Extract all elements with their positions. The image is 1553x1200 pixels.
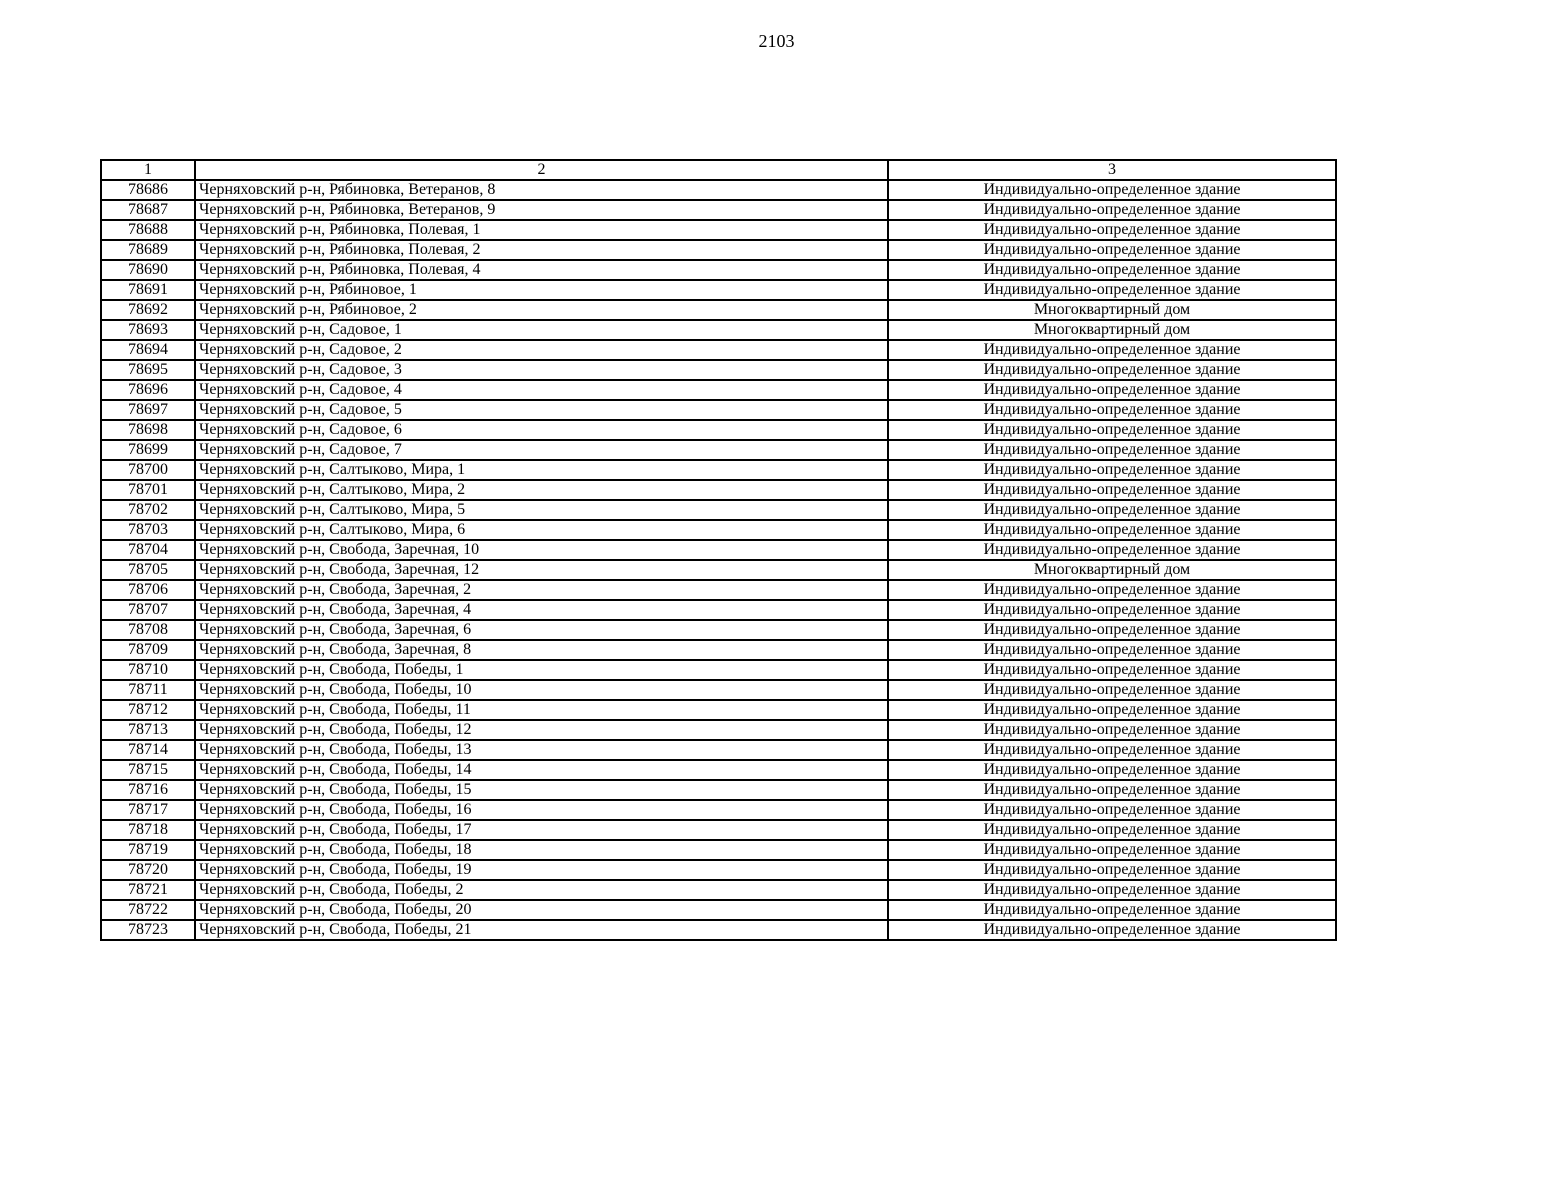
object-type-cell: Индивидуально-определенное здание (888, 720, 1336, 740)
row-number-cell: 78698 (101, 420, 195, 440)
row-number-cell: 78687 (101, 200, 195, 220)
address-cell: Черняховский р-н, Свобода, Заречная, 10 (195, 540, 888, 560)
object-type-cell: Индивидуально-определенное здание (888, 580, 1336, 600)
row-number-cell: 78699 (101, 440, 195, 460)
object-type-cell: Индивидуально-определенное здание (888, 820, 1336, 840)
table-row (101, 480, 1336, 500)
row-number-cell: 78694 (101, 340, 195, 360)
table-row (101, 620, 1336, 640)
row-number-cell: 78723 (101, 920, 195, 940)
object-type-cell: Индивидуально-определенное здание (888, 540, 1336, 560)
address-cell: Черняховский р-н, Свобода, Победы, 18 (195, 840, 888, 860)
address-cell: Черняховский р-н, Рябиновка, Полевая, 2 (195, 240, 888, 260)
address-cell: Черняховский р-н, Свобода, Победы, 19 (195, 860, 888, 880)
table-row (101, 380, 1336, 400)
object-type-cell: Индивидуально-определенное здание (888, 640, 1336, 660)
row-number-cell: 78708 (101, 620, 195, 640)
address-cell: Черняховский р-н, Свобода, Заречная, 12 (195, 560, 888, 580)
object-type-cell: Индивидуально-определенное здание (888, 480, 1336, 500)
object-type-cell: Индивидуально-определенное здание (888, 900, 1336, 920)
row-number-cell: 78701 (101, 480, 195, 500)
table-row (101, 640, 1336, 660)
table-row (101, 680, 1336, 700)
object-type-cell: Индивидуально-определенное здание (888, 620, 1336, 640)
table-row (101, 260, 1336, 280)
table-row (101, 180, 1336, 200)
address-cell: Черняховский р-н, Свобода, Победы, 1 (195, 660, 888, 680)
table-row (101, 440, 1336, 460)
table-header-row (101, 160, 1336, 180)
object-type-cell: Индивидуально-определенное здание (888, 220, 1336, 240)
object-type-cell: Индивидуально-определенное здание (888, 520, 1336, 540)
table-row (101, 920, 1336, 940)
row-number-cell: 78720 (101, 860, 195, 880)
address-cell: Черняховский р-н, Садовое, 4 (195, 380, 888, 400)
row-number-cell: 78696 (101, 380, 195, 400)
row-number-cell: 78717 (101, 800, 195, 820)
object-type-cell: Индивидуально-определенное здание (888, 920, 1336, 940)
header-cell-2: 2 (195, 160, 888, 180)
table-row (101, 500, 1336, 520)
object-type-cell: Многоквартирный дом (888, 300, 1336, 320)
object-type-cell: Индивидуально-определенное здание (888, 660, 1336, 680)
row-number-cell: 78691 (101, 280, 195, 300)
row-number-cell: 78711 (101, 680, 195, 700)
address-cell: Черняховский р-н, Рябиновое, 1 (195, 280, 888, 300)
address-cell: Черняховский р-н, Салтыково, Мира, 2 (195, 480, 888, 500)
address-cell: Черняховский р-н, Рябиновка, Полевая, 4 (195, 260, 888, 280)
table-row (101, 280, 1336, 300)
table-row (101, 580, 1336, 600)
row-number-cell: 78703 (101, 520, 195, 540)
table-row (101, 300, 1336, 320)
table-row (101, 600, 1336, 620)
row-number-cell: 78688 (101, 220, 195, 240)
object-type-cell: Индивидуально-определенное здание (888, 440, 1336, 460)
object-type-cell: Индивидуально-определенное здание (888, 340, 1336, 360)
object-type-cell: Индивидуально-определенное здание (888, 840, 1336, 860)
row-number-cell: 78709 (101, 640, 195, 660)
table-row (101, 520, 1336, 540)
object-type-cell: Индивидуально-определенное здание (888, 600, 1336, 620)
object-type-cell: Индивидуально-определенное здание (888, 400, 1336, 420)
address-cell: Черняховский р-н, Рябиновка, Полевая, 1 (195, 220, 888, 240)
object-type-cell: Индивидуально-определенное здание (888, 260, 1336, 280)
address-cell: Черняховский р-н, Свобода, Победы, 15 (195, 780, 888, 800)
object-type-cell: Многоквартирный дом (888, 320, 1336, 340)
table-row (101, 900, 1336, 920)
object-type-cell: Индивидуально-определенное здание (888, 240, 1336, 260)
table-row (101, 780, 1336, 800)
registry-table-body (101, 160, 1336, 940)
object-type-cell: Индивидуально-определенное здание (888, 280, 1336, 300)
object-type-cell: Многоквартирный дом (888, 560, 1336, 580)
address-cell: Черняховский р-н, Свобода, Победы, 12 (195, 720, 888, 740)
address-cell: Черняховский р-н, Салтыково, Мира, 1 (195, 460, 888, 480)
table-row (101, 240, 1336, 260)
object-type-cell: Индивидуально-определенное здание (888, 880, 1336, 900)
table-row (101, 560, 1336, 580)
row-number-cell: 78705 (101, 560, 195, 580)
address-cell: Черняховский р-н, Рябиновка, Ветеранов, 9 (195, 200, 888, 220)
row-number-cell: 78692 (101, 300, 195, 320)
row-number-cell: 78686 (101, 180, 195, 200)
row-number-cell: 78706 (101, 580, 195, 600)
row-number-cell: 78695 (101, 360, 195, 380)
address-cell: Черняховский р-н, Свобода, Победы, 2 (195, 880, 888, 900)
address-cell: Черняховский р-н, Свобода, Победы, 13 (195, 740, 888, 760)
row-number-cell: 78710 (101, 660, 195, 680)
object-type-cell: Индивидуально-определенное здание (888, 740, 1336, 760)
address-cell: Черняховский р-н, Свобода, Победы, 17 (195, 820, 888, 840)
row-number-cell: 78719 (101, 840, 195, 860)
row-number-cell: 78707 (101, 600, 195, 620)
row-number-cell: 78712 (101, 700, 195, 720)
address-cell: Черняховский р-н, Садовое, 5 (195, 400, 888, 420)
table-row (101, 860, 1336, 880)
address-cell: Черняховский р-н, Садовое, 1 (195, 320, 888, 340)
address-cell: Черняховский р-н, Свобода, Победы, 16 (195, 800, 888, 820)
object-type-cell: Индивидуально-определенное здание (888, 380, 1336, 400)
table-row (101, 220, 1336, 240)
row-number-cell: 78702 (101, 500, 195, 520)
object-type-cell: Индивидуально-определенное здание (888, 800, 1336, 820)
object-type-cell: Индивидуально-определенное здание (888, 680, 1336, 700)
table-row (101, 660, 1336, 680)
object-type-cell: Индивидуально-определенное здание (888, 860, 1336, 880)
object-type-cell: Индивидуально-определенное здание (888, 420, 1336, 440)
row-number-cell: 78704 (101, 540, 195, 560)
table-row (101, 800, 1336, 820)
table-row (101, 840, 1336, 860)
address-cell: Черняховский р-н, Свобода, Победы, 20 (195, 900, 888, 920)
object-type-cell: Индивидуально-определенное здание (888, 700, 1336, 720)
address-cell: Черняховский р-н, Свобода, Заречная, 8 (195, 640, 888, 660)
table-row (101, 200, 1336, 220)
object-type-cell: Индивидуально-определенное здание (888, 780, 1336, 800)
object-type-cell: Индивидуально-определенное здание (888, 500, 1336, 520)
registry-table (100, 159, 1337, 941)
object-type-cell: Индивидуально-определенное здание (888, 360, 1336, 380)
table-row (101, 760, 1336, 780)
row-number-cell: 78714 (101, 740, 195, 760)
table-row (101, 400, 1336, 420)
row-number-cell: 78693 (101, 320, 195, 340)
table-row (101, 420, 1336, 440)
table-row (101, 740, 1336, 760)
table-row (101, 320, 1336, 340)
page-number: 2103 (758, 31, 795, 51)
address-cell: Черняховский р-н, Садовое, 2 (195, 340, 888, 360)
address-cell: Черняховский р-н, Салтыково, Мира, 5 (195, 500, 888, 520)
address-cell: Черняховский р-н, Свобода, Заречная, 2 (195, 580, 888, 600)
header-cell-3: 3 (888, 160, 1336, 180)
row-number-cell: 78689 (101, 240, 195, 260)
object-type-cell: Индивидуально-определенное здание (888, 180, 1336, 200)
address-cell: Черняховский р-н, Свобода, Заречная, 6 (195, 620, 888, 640)
row-number-cell: 78721 (101, 880, 195, 900)
row-number-cell: 78690 (101, 260, 195, 280)
address-cell: Черняховский р-н, Салтыково, Мира, 6 (195, 520, 888, 540)
table-row (101, 460, 1336, 480)
table-row (101, 340, 1336, 360)
address-cell: Черняховский р-н, Рябиновое, 2 (195, 300, 888, 320)
address-cell: Черняховский р-н, Садовое, 6 (195, 420, 888, 440)
row-number-cell: 78722 (101, 900, 195, 920)
header-cell-1: 1 (101, 160, 195, 180)
row-number-cell: 78715 (101, 760, 195, 780)
row-number-cell: 78718 (101, 820, 195, 840)
address-cell: Черняховский р-н, Свобода, Победы, 10 (195, 680, 888, 700)
row-number-cell: 78697 (101, 400, 195, 420)
object-type-cell: Индивидуально-определенное здание (888, 200, 1336, 220)
row-number-cell: 78713 (101, 720, 195, 740)
address-cell: Черняховский р-н, Свобода, Заречная, 4 (195, 600, 888, 620)
table-row (101, 700, 1336, 720)
row-number-cell: 78700 (101, 460, 195, 480)
table-row (101, 880, 1336, 900)
address-cell: Черняховский р-н, Рябиновка, Ветеранов, 8 (195, 180, 888, 200)
table-row (101, 720, 1336, 740)
address-cell: Черняховский р-н, Свобода, Победы, 21 (195, 920, 888, 940)
address-cell: Черняховский р-н, Свобода, Победы, 11 (195, 700, 888, 720)
object-type-cell: Индивидуально-определенное здание (888, 760, 1336, 780)
table-row (101, 820, 1336, 840)
object-type-cell: Индивидуально-определенное здание (888, 460, 1336, 480)
address-cell: Черняховский р-н, Свобода, Победы, 14 (195, 760, 888, 780)
address-cell: Черняховский р-н, Садовое, 3 (195, 360, 888, 380)
table-row (101, 540, 1336, 560)
row-number-cell: 78716 (101, 780, 195, 800)
table-row (101, 360, 1336, 380)
address-cell: Черняховский р-н, Садовое, 7 (195, 440, 888, 460)
